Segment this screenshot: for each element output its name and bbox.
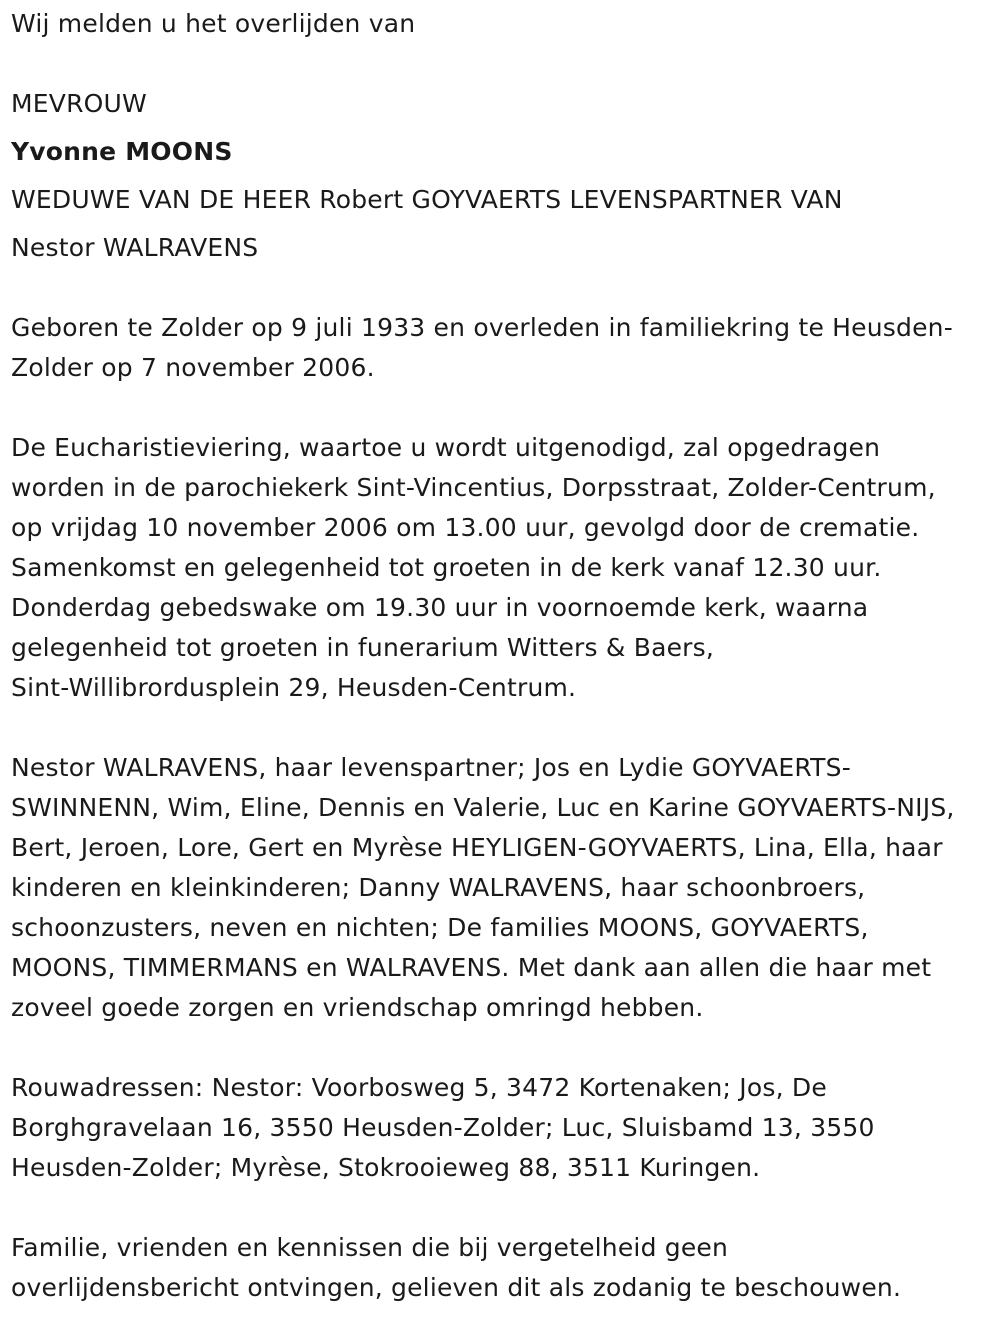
paragraph-line: Rouwadressen: Nestor: Voorbosweg 5, 3472 Kortenaken; Jos, De bbox=[11, 1073, 827, 1102]
paragraph-line: Donderdag gebedswake om 19.30 uur in voornoemde kerk, waarna bbox=[11, 593, 869, 622]
paragraph-line: Bert, Jeroen, Lore, Gert en Myrèse HEYLIGEN-GOYVAERTS, Lina, Ella, haar bbox=[11, 833, 943, 862]
paragraph-line: kinderen en kleinkinderen; Danny WALRAVENS, haar schoonbroers, bbox=[11, 873, 866, 902]
paragraph-line: Samenkomst en gelegenheid tot groeten in de kerk vanaf 12.30 uur. bbox=[11, 553, 882, 582]
paragraph-line: Familie, vrienden en kennissen die bij vergetelheid geen bbox=[11, 1233, 729, 1262]
relation-line-2: Nestor WALRAVENS bbox=[11, 233, 259, 262]
paragraph-line: Nestor WALRAVENS, haar levenspartner; Jos en Lydie GOYVAERTS- bbox=[11, 753, 851, 782]
paragraph-line: SWINNENN, Wim, Eline, Dennis en Valerie, Luc en Karine GOYVAERTS-NIJS, bbox=[11, 793, 955, 822]
paragraph-line: De Eucharistieviering, waartoe u wordt uitgenodigd, zal opgedragen bbox=[11, 433, 881, 462]
paragraph-line: Heusden-Zolder; Myrèse, Stokrooieweg 88, 3511 Kuringen. bbox=[11, 1153, 761, 1182]
deceased-name: Yvonne MOONS bbox=[11, 137, 233, 166]
paragraph-line: gelegenheid tot groeten in funerarium Witters & Baers, bbox=[11, 633, 715, 662]
paragraph-line: schoonzusters, neven en nichten; De families MOONS, GOYVAERTS, bbox=[11, 913, 869, 942]
paragraph-line: Geboren te Zolder op 9 juli 1933 en overleden in familiekring te Heusden- bbox=[11, 313, 953, 342]
paragraph-line: Borghgravelaan 16, 3550 Heusden-Zolder; Luc, Sluisbamd 13, 3550 bbox=[11, 1113, 875, 1142]
paragraph-line: worden in de parochiekerk Sint-Vincentius, Dorpsstraat, Zolder-Centrum, bbox=[11, 473, 936, 502]
paragraph-line: Sint-Willibrordusplein 29, Heusden-Centrum. bbox=[11, 673, 577, 702]
intro-text: Wij melden u het overlijden van bbox=[11, 9, 416, 38]
paragraph-line: MOONS, TIMMERMANS en WALRAVENS. Met dank aan allen die haar met bbox=[11, 953, 932, 982]
relation-line-1: WEDUWE VAN DE HEER Robert GOYVAERTS LEVENSPARTNER VAN bbox=[11, 185, 843, 214]
paragraph-line: op vrijdag 10 november 2006 om 13.00 uur, gevolgd door de crematie. bbox=[11, 513, 920, 542]
paragraph-line: zoveel goede zorgen en vriendschap omringd hebben. bbox=[11, 993, 704, 1022]
paragraph-line: overlijdensbericht ontvingen, gelieven dit als zodanig te beschouwen. bbox=[11, 1273, 902, 1302]
paragraph-line: Zolder op 7 november 2006. bbox=[11, 353, 375, 382]
salutation: MEVROUW bbox=[11, 89, 147, 118]
